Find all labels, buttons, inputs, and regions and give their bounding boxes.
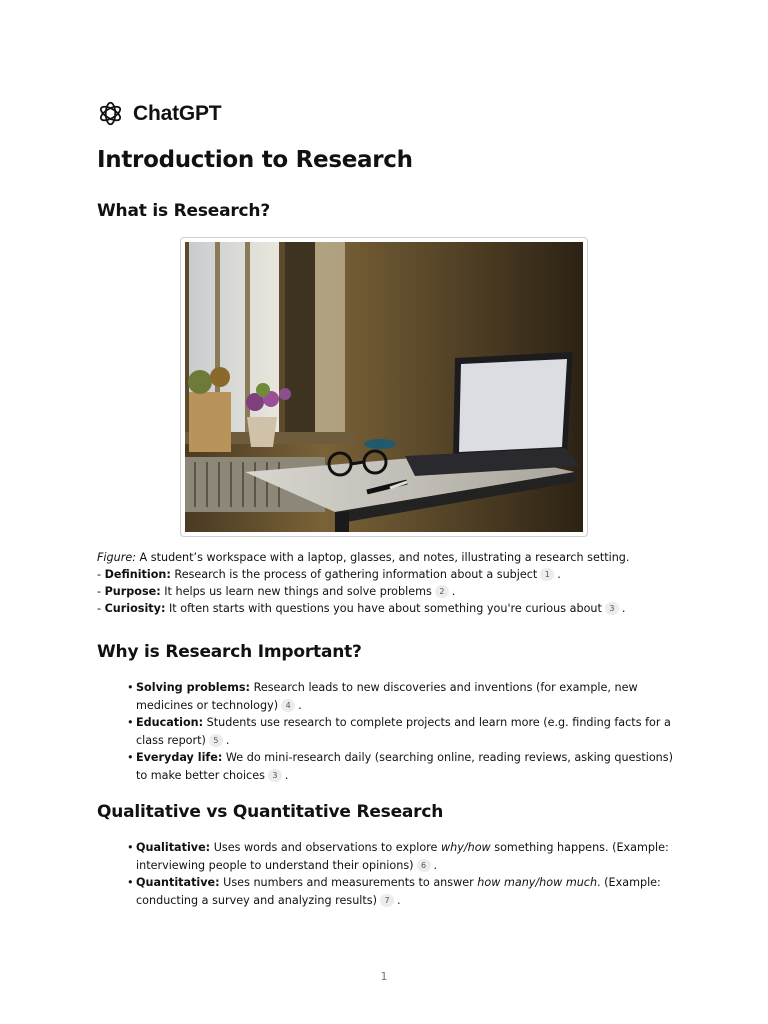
figure-image <box>180 237 588 537</box>
section-heading-what: What is Research? <box>97 201 270 221</box>
qual-list <box>125 839 680 909</box>
brand-logo <box>97 100 221 127</box>
openai-logo-icon <box>97 100 124 127</box>
list-item: • Quantitative: Uses numbers and measurements to answer how many/how much. (Example: conducting a survey and analyzing results) 7 . <box>125 874 680 909</box>
citation-badge[interactable]: 7 <box>380 894 394 907</box>
definition-line: - Curiosity: It often starts with questions you have about something you're curious about 3 . <box>97 602 626 615</box>
citation-badge[interactable]: 6 <box>417 859 431 872</box>
section-heading-qual: Qualitative vs Quantitative Research <box>97 802 444 822</box>
why-list <box>125 679 680 784</box>
section-heading-why: Why is Research Important? <box>97 642 362 662</box>
definition-line: - Purpose: It helps us learn new things and solve problems 2 . <box>97 585 456 598</box>
citation-badge[interactable]: 5 <box>209 734 223 747</box>
page-number: 1 <box>380 970 388 983</box>
definition-line: - Definition: Research is the process of gathering information about a subject 1 . <box>97 568 561 581</box>
citation-badge[interactable]: 3 <box>268 769 282 782</box>
figure-caption: Figure: A student’s workspace with a laptop, glasses, and notes, illustrating a research setting. <box>97 551 630 564</box>
list-item: • Solving problems: Research leads to new discoveries and inventions (for example, new medicines or technology) 4 . <box>125 679 680 714</box>
page-title: Introduction to Research <box>97 147 413 173</box>
brand-name: ChatGPT <box>133 101 222 125</box>
list-item: • Education: Students use research to complete projects and learn more (e.g. finding facts for a class report) 5 . <box>125 714 680 749</box>
workspace-photo <box>185 242 583 532</box>
list-item: • Everyday life: We do mini-research daily (searching online, reading reviews, asking questions) to make better choices 3 . <box>125 749 680 784</box>
citation-badge[interactable]: 1 <box>540 568 554 581</box>
citation-badge[interactable]: 2 <box>435 585 449 598</box>
citation-badge[interactable]: 3 <box>605 602 619 615</box>
citation-badge[interactable]: 4 <box>281 699 295 712</box>
list-item: • Qualitative: Uses words and observations to explore why/how something happens. (Example: interviewing people to understand their opinions) 6 . <box>125 839 680 874</box>
